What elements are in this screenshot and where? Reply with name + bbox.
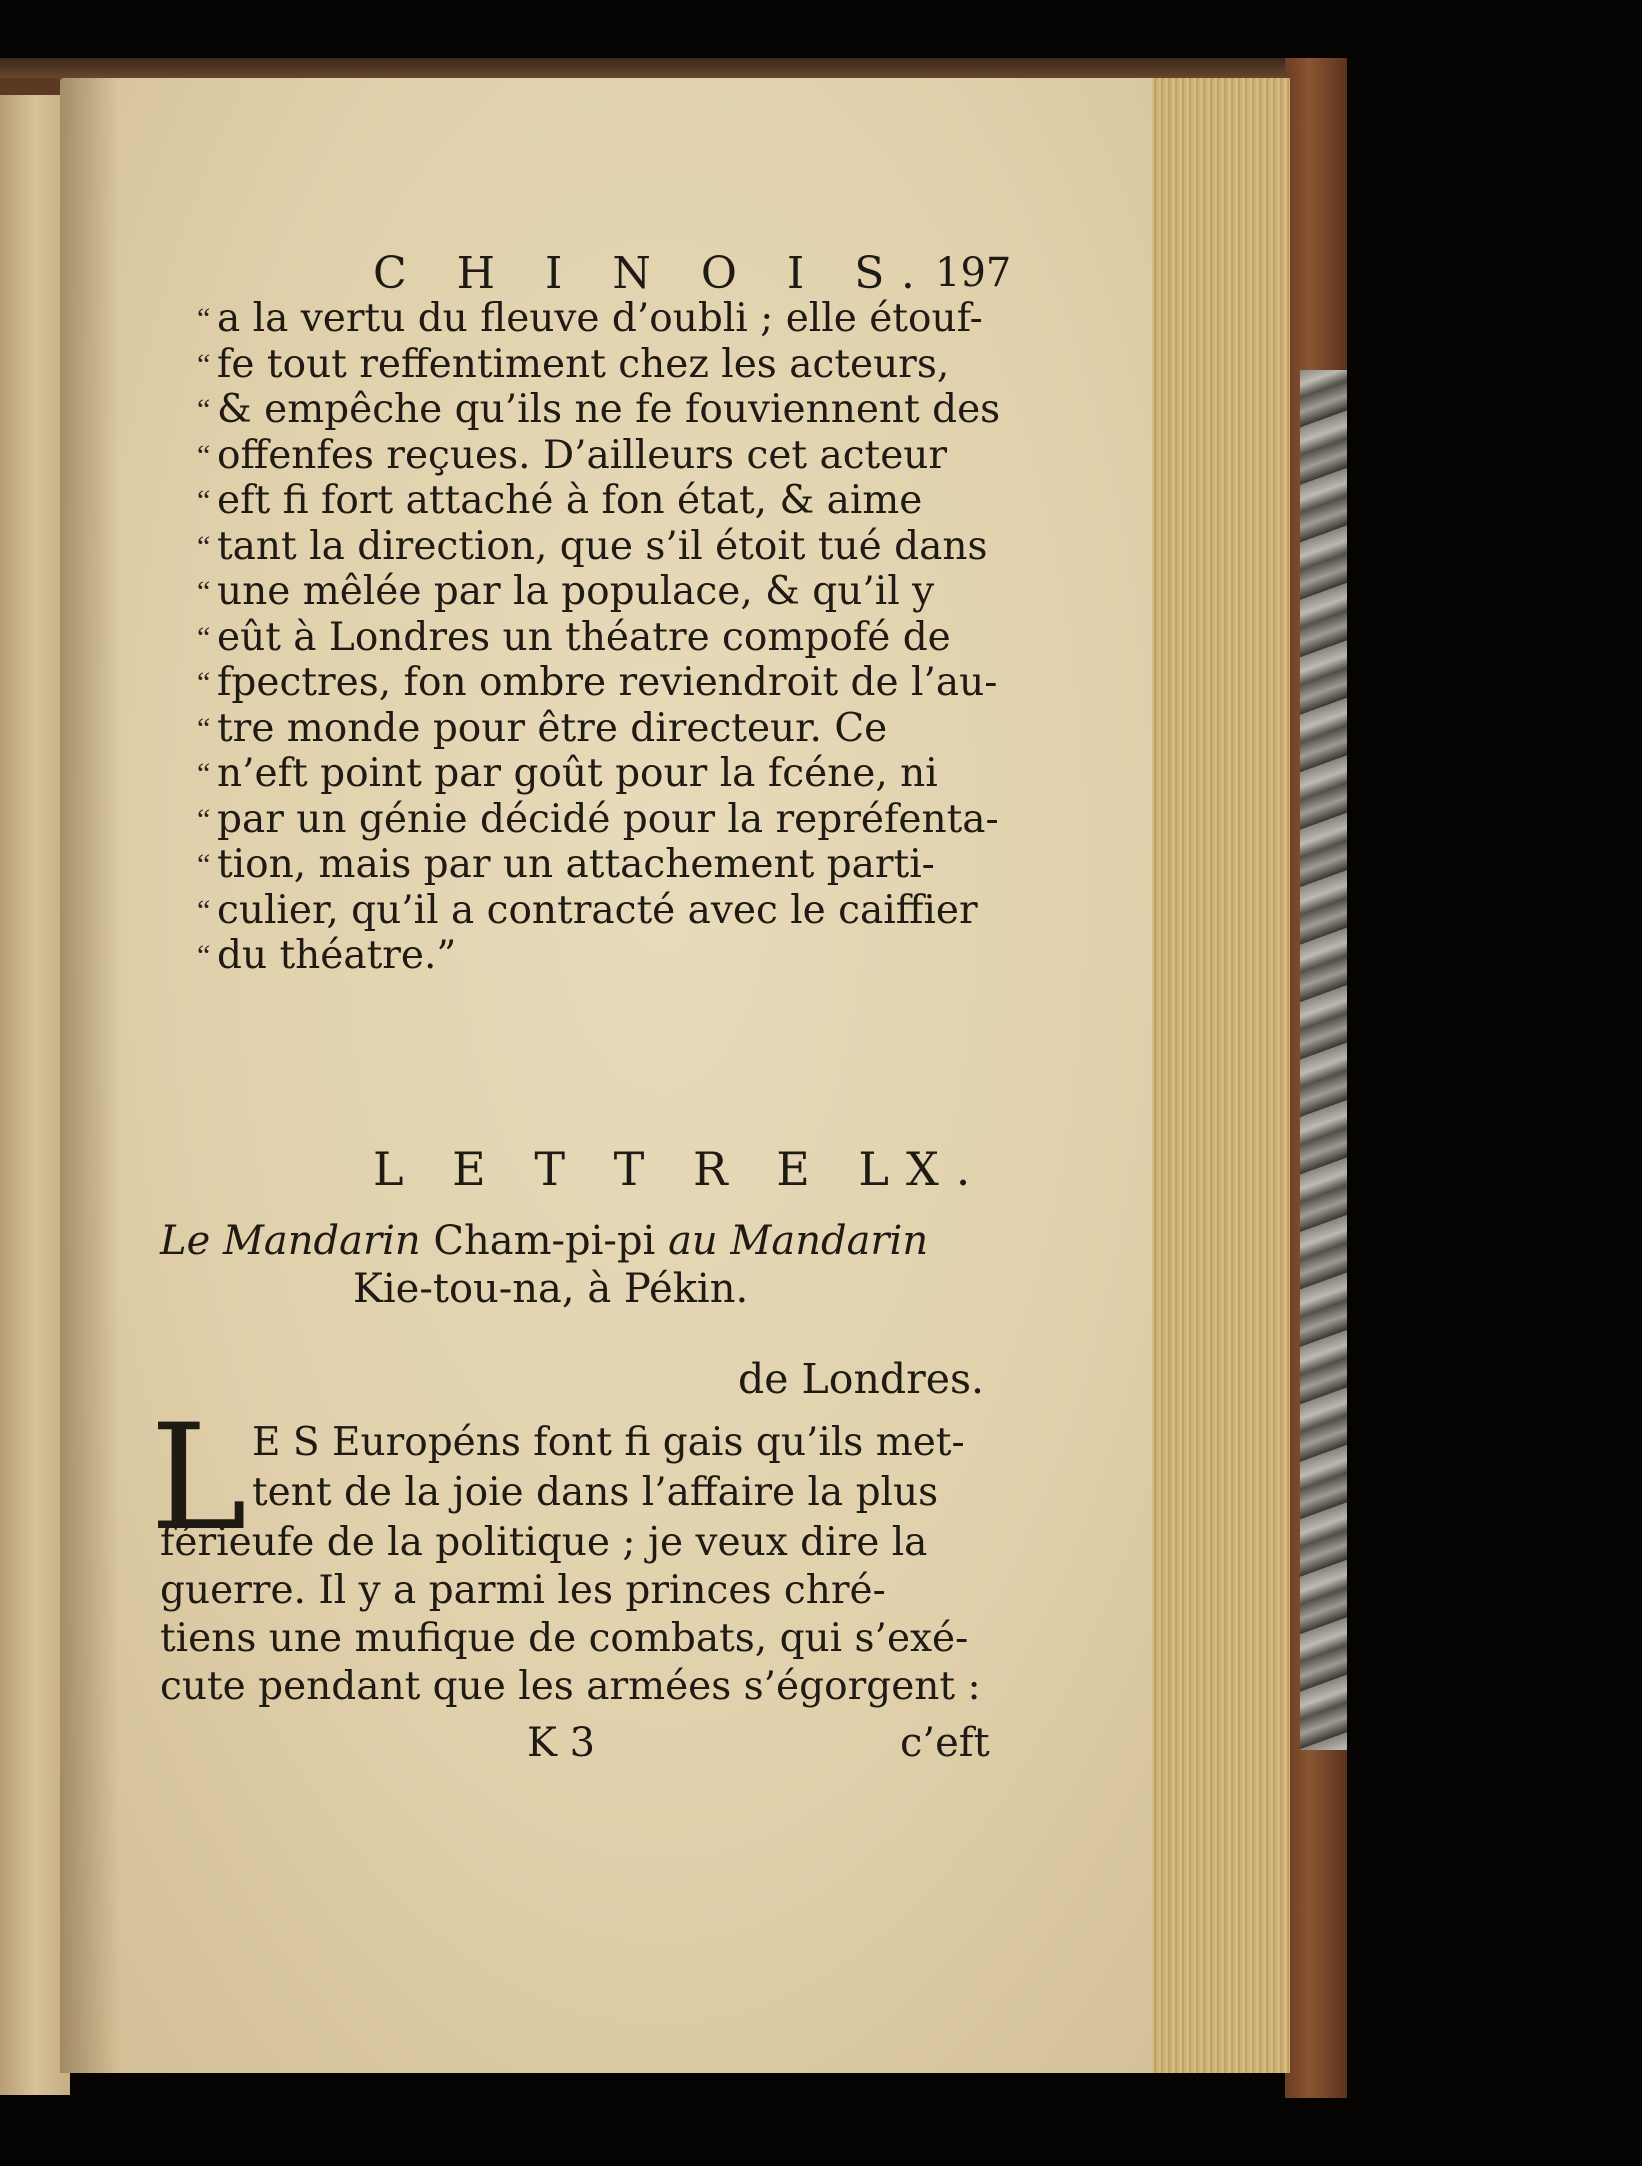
body-line: tent de la joie dans l’affaire la plus bbox=[252, 1470, 939, 1515]
quote-mark: “ bbox=[197, 347, 211, 381]
body-line: férieufe de la politique ; je veux dire la bbox=[160, 1520, 928, 1565]
quote-mark: “ bbox=[197, 666, 211, 699]
body-line: guerre. Il y a parmi les princes chré- bbox=[160, 1568, 886, 1613]
body-line: tiens une mufique de combats, qui s’exé- bbox=[160, 1616, 969, 1661]
letter-heading: L E T T R E LX. bbox=[373, 1142, 988, 1196]
page-gutter-shadow bbox=[60, 78, 120, 2073]
quoted-line: eft fi fort attaché à fon état, & aime bbox=[217, 478, 923, 523]
signature-mark: K 3 bbox=[527, 1720, 596, 1766]
quote-mark: “ bbox=[197, 848, 211, 881]
quoted-line: fe tout reffentiment chez les acteurs, bbox=[217, 341, 950, 387]
letter-place: de Londres. bbox=[738, 1355, 985, 1403]
quote-mark: “ bbox=[197, 438, 211, 472]
quoted-line: culier, qu’il a contracté avec le caiffier bbox=[217, 887, 978, 933]
drop-cap: L bbox=[150, 1393, 247, 1563]
quoted-line: & empêche qu’ils ne fe fouviennent des bbox=[217, 387, 1001, 432]
quoted-line: fpectres, fon ombre reviendroit de l’au- bbox=[217, 660, 998, 705]
page-edges bbox=[1150, 78, 1290, 2073]
quote-mark: “ bbox=[197, 393, 211, 426]
quoted-line: eût à Londres un théatre compofé de bbox=[217, 614, 951, 660]
quote-mark: “ bbox=[197, 302, 211, 335]
quoted-line: tant la direction, que s’il étoit tué dans bbox=[217, 523, 988, 569]
quoted-line: offenfes reçues. D’ailleurs cet acteur bbox=[217, 432, 948, 478]
page-number: 197 bbox=[935, 250, 1012, 296]
body-line: cute pendant que les armées s’égorgent : bbox=[160, 1664, 981, 1709]
address-part3: au Mandarin bbox=[668, 1218, 929, 1264]
catchword: c’eft bbox=[900, 1720, 990, 1766]
quote-mark: “ bbox=[197, 484, 211, 517]
quote-mark: “ bbox=[197, 529, 211, 563]
address-part1: Le Mandarin bbox=[160, 1218, 421, 1264]
quote-mark: “ bbox=[197, 575, 211, 608]
quoted-line: tion, mais par un attachement parti- bbox=[217, 842, 935, 887]
letter-address-line2: Kie-tou-na, à Pékin. bbox=[353, 1266, 749, 1312]
quoted-line: a la vertu du fleuve d’oubli ; elle étouf- bbox=[217, 296, 983, 341]
quote-mark: “ bbox=[197, 802, 211, 836]
quoted-line: du théatre.” bbox=[217, 933, 457, 978]
letter-address-line1 bbox=[160, 1218, 928, 1264]
quoted-line: n’eft point par goût pour la fcéne, ni bbox=[217, 751, 938, 796]
quoted-line: une mêlée par la populace, & qu’il y bbox=[217, 569, 935, 614]
quote-mark: “ bbox=[197, 893, 211, 927]
quoted-line: par un génie décidé pour la repréfenta- bbox=[217, 796, 999, 842]
running-head-title: C H I N O I S. bbox=[373, 248, 933, 299]
quote-mark: “ bbox=[197, 939, 211, 972]
quoted-line: tre monde pour être directeur. Ce bbox=[217, 705, 888, 751]
address-part2: Cham-pi-pi bbox=[433, 1218, 656, 1264]
book-top-edge bbox=[0, 58, 1347, 80]
quote-mark: “ bbox=[197, 711, 211, 745]
body-line: E S Européns font fi gais qu’ils met- bbox=[252, 1420, 965, 1465]
quote-mark: “ bbox=[197, 757, 211, 790]
quote-mark: “ bbox=[197, 620, 211, 654]
marbled-cover bbox=[1300, 370, 1347, 1750]
